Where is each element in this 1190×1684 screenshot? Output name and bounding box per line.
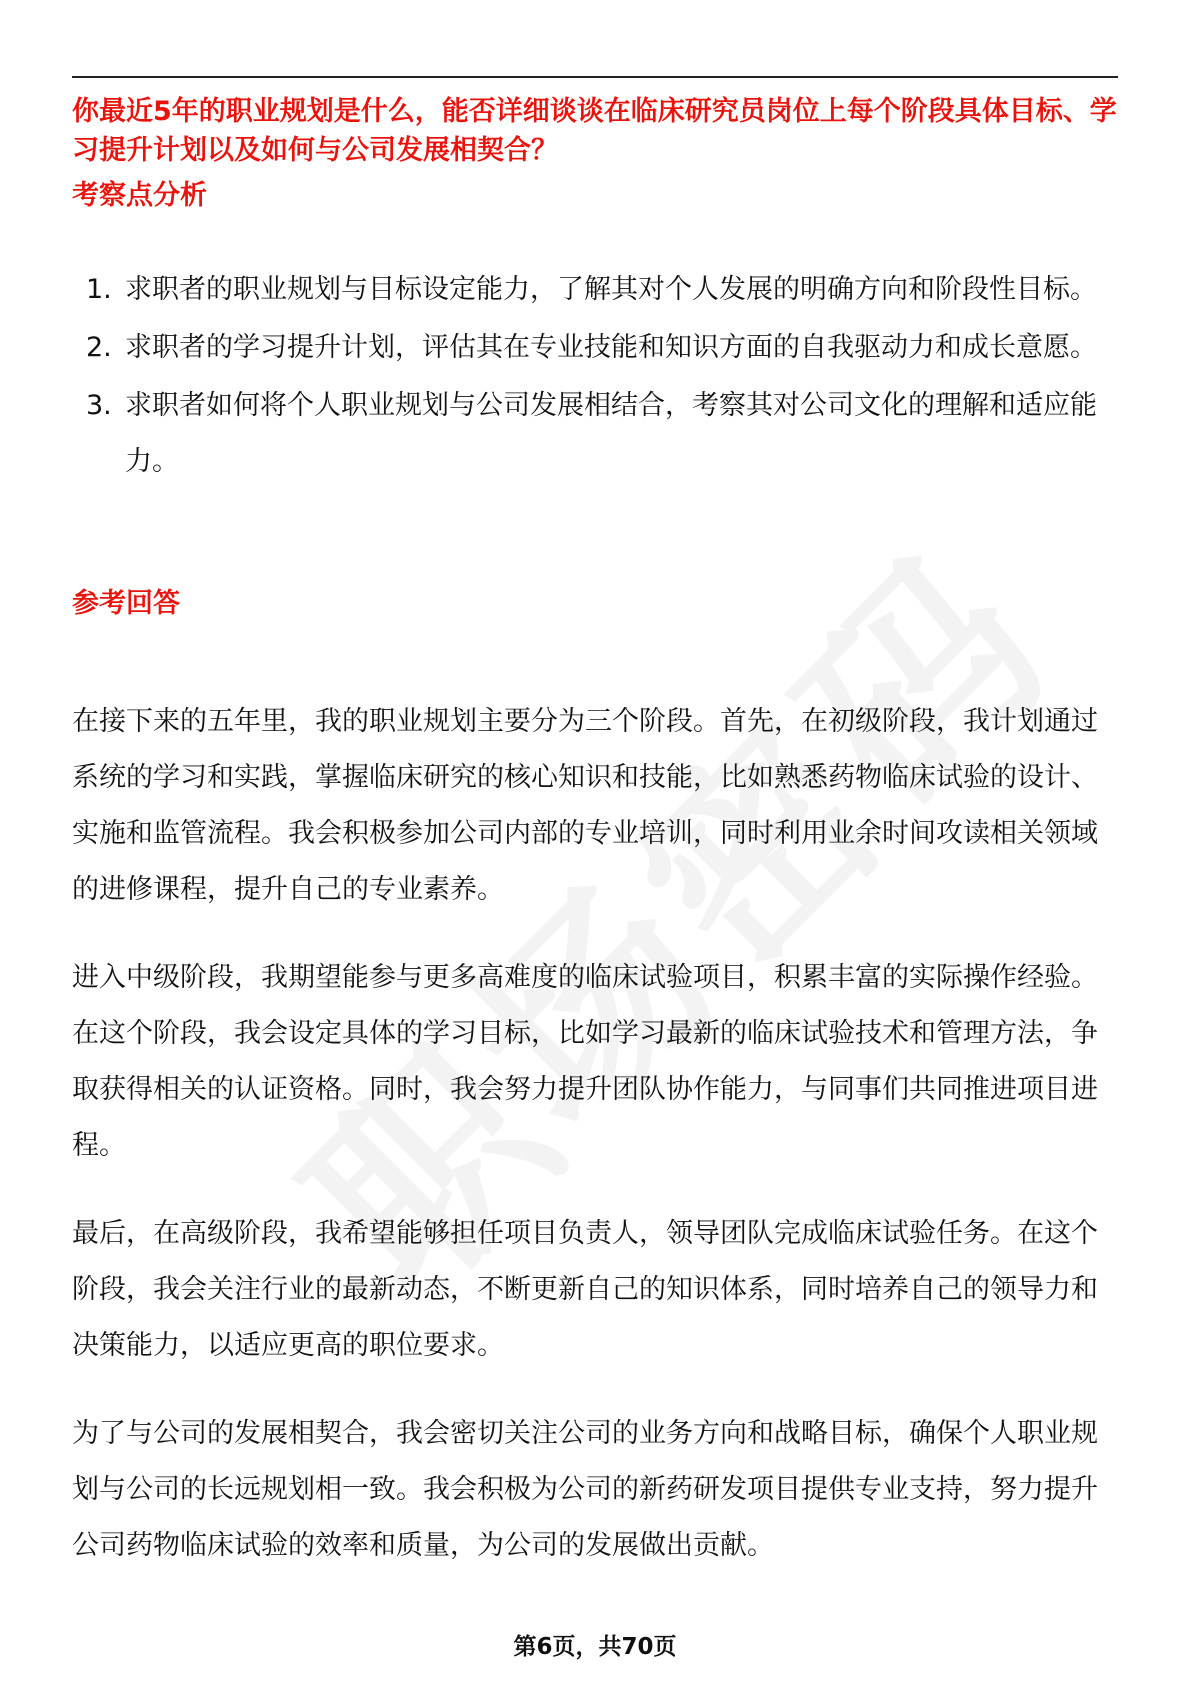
answer-body bbox=[72, 694, 1118, 1606]
answer-paragraph: 最后，在高级阶段，我希望能够担任项目负责人，领导团队完成临床试验任务。在这个阶段，我会关注行业的最新动态，不断更新自己的知识体系，同时培养自己的领导力和决策能力，以适应更高的职位要求。 bbox=[72, 1218, 1098, 1361]
list-item-text: 求职者如何将个人职业规划与公司发展相结合，考察其对公司文化的理解和适应能力。 bbox=[125, 390, 1097, 477]
list-item-number: 2. bbox=[86, 332, 112, 363]
list-item bbox=[72, 262, 1118, 318]
list-item-text: 求职者的学习提升计划，评估其在专业技能和知识方面的自我驱动力和成长意愿。 bbox=[125, 332, 1097, 363]
list-item-number: 1. bbox=[86, 274, 112, 305]
answer-paragraph: 进入中级阶段，我期望能参与更多高难度的临床试验项目，积累丰富的实际操作经验。在这个阶段，我会设定具体的学习目标，比如学习最新的临床试验技术和管理方法，争取获得相关的认证资格。同时，我会努力提升团队协作能力，与同事们共同推进项目进程。 bbox=[72, 962, 1098, 1161]
list-item bbox=[72, 320, 1118, 376]
analysis-list bbox=[72, 262, 1118, 492]
answer-paragraph: 在接下来的五年里，我的职业规划主要分为三个阶段。首先，在初级阶段，我计划通过系统的学习和实践，掌握临床研究的核心知识和技能，比如熟悉药物临床试验的设计、实施和监管流程。我会积极参加公司内部的专业培训，同时利用业余时间攻读相关领域的进修课程，提升自己的专业素养。 bbox=[72, 706, 1098, 905]
page-number: 第6页，共70页 bbox=[513, 1634, 677, 1660]
answer-paragraph: 为了与公司的发展相契合，我会密切关注公司的业务方向和战略目标，确保个人职业规划与公司的长远规划相一致。我会积极为公司的新药研发项目提供专业支持，努力提升公司药物临床试验的效率和质量，为公司的发展做出贡献。 bbox=[72, 1418, 1098, 1561]
list-item bbox=[72, 378, 1118, 490]
analysis-heading: 考察点分析 bbox=[72, 180, 207, 211]
list-item-number: 3. bbox=[86, 390, 112, 421]
question-title: 你最近5年的职业规划是什么，能否详细谈谈在临床研究员岗位上每个阶段具体目标、学习提升计划以及如何与公司发展相契合？ bbox=[72, 96, 1117, 166]
answer-heading: 参考回答 bbox=[72, 588, 180, 619]
top-divider bbox=[72, 76, 1118, 78]
list-item-text: 求职者的职业规划与目标设定能力，了解其对个人发展的明确方向和阶段性目标。 bbox=[125, 274, 1097, 305]
